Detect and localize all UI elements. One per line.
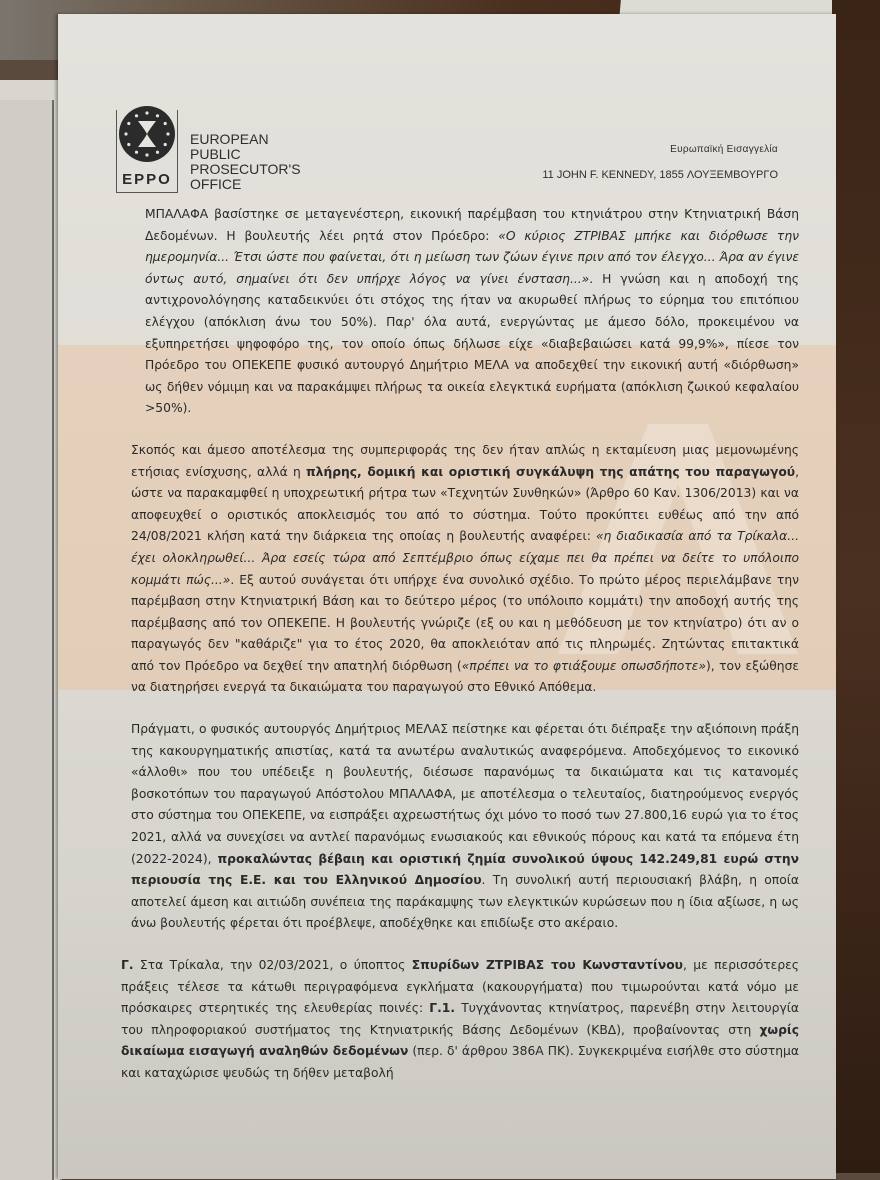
quoted-italic-text: «πρέπει να το φτιάξουμε οπωσδήποτε» [461, 658, 706, 673]
desk-edge [832, 0, 880, 1173]
org-name-line: EUROPEAN [190, 131, 269, 147]
underlying-sheet [0, 100, 54, 1180]
paragraph [131, 440, 799, 699]
bold-text: προκαλώντας βέβαιη και οριστική ζημία συνολικού ύψους 142.249,81 ευρώ στην περιουσία της Ε.Ε. και του Ελληνικού Δημοσίου [131, 851, 799, 888]
text-run: Πράγματι, ο φυσικός αυτουργός Δημήτριος ΜΕΛΑΣ πείστηκε και φέρεται ότι διέπραξε την αξιόποινη πράξη της κακουργηματικής απιστίας, κατά τα ανωτέρω αναλυτικώς αναφερόμενα. Αποδεχόμενος το εικονικό «άλλοθι» που του υπέδειξε η βουλευτής, διέσωσε παρανόμως τα δικαιώματα και τις κατανομές βοσκοτόπων του παραγωγού Απόστολου ΜΠΑΛΑΦΑ, με αποτέλεσμα ο τελευταίος, διατηρούμενος ενεργός στο σύστημα του ΟΠΕΚΕΠΕ, να εισπράξει αχρεωστήτως όχι μόνο το ποσό των 27.800,16 ευρώ για το έτος 2021, αλλά να συνεχίσει να αντλεί παρανόμως ενωσιακούς και εθνικούς πόρους και κατά τα επόμενα έτη (2022-2024), [131, 722, 799, 866]
document-body [121, 204, 800, 1105]
bold-text: Γ.1. [429, 1001, 456, 1016]
text-run: . Η γνώση και η αποδοχή της αντιχρονολόγησης καταδεικνύει ότι στόχος της ήταν να ακυρωθεί πλήρως το εύρημα του επιτόπιου ελέγχου (απόκλιση άνω του 50%). Παρ' όλα αυτά, ενεργώντας με άμεσο δόλο, προκειμένου να εξυπηρετήσει ψηφοφόρο της, τον οποίο όπως δήλωσε είχε «διαβεβαιώσει κατά 99,9%», πίεσε τον Πρόεδρο του ΟΠΕΚΕΠΕ φυσικό αυτουργό Δημήτριο ΜΕΛΑ να αποδεχθεί την εικονική αυτή «διόρθωση» ως δήθεν νόμιμη και να παρακάμψει πλήρως τα οικεία ελεγκτικά ευρήματα (απόκλιση ζωικού κεφαλαίου >50%). [145, 271, 800, 416]
eppo-logo [116, 110, 178, 193]
bold-text: Γ. [121, 958, 134, 972]
quoted-italic-text: «Ο κύριος ΖΤΡΙΒΑΣ μπήκε και διόρθωσε την ημερομηνία... Έτσι ώστε που φαίνεται, ότι η μείωση των ζώων έγινε πριν από τον έλεγχο... Άρα αν έγινε όντως αυτό, σημαίνει ότι δεν υπήρχε λόγος να γίνει ένσταση...» [145, 228, 800, 286]
paragraph [121, 955, 799, 1085]
text-run: . Τη συνολική αυτή περιουσιακή βλάβη, η οποία αποτελεί άμεση και αιτιώδη συνέπεια της παράκαμψης των ελεγκτικών κυρώσεων που η ίδια αξίωσε, η ως άνω βουλευτής φέρεται ότι προέβλεψε, αποδέχθηκε και επιδίωξε στο ακέραιο. [131, 873, 799, 931]
text-run: Σκοπός και άμεσο αποτέλεσμα της συμπεριφοράς της δεν ήταν απλώς η εκταμίευση μιας μεμονωμένης ετήσιας ενίσχυσης, αλλά η [131, 442, 799, 479]
paragraph [131, 204, 799, 420]
eu-stars-emblem-icon [119, 106, 175, 162]
text-run: ), τον εξώθησε να διατηρήσει ενεργά τα δικαιώματα του παραγωγού στο Εθνικό Απόθεμα. [131, 658, 800, 695]
address: 11 JOHN F. KENNEDY, 1855 ΛΟΥΞΕΜΒΟΥΡΓΟ [542, 169, 778, 181]
bold-text: Σπυρίδων ΖΤΡΙΒΑΣ του Κωνσταντίνου [411, 958, 683, 972]
org-name-line: PUBLIC [190, 146, 241, 162]
org-name-line: PROSECUTOR'S [190, 161, 301, 177]
text-run: , με περισσότερες πράξεις τέλεσε τα κάτωθι περιγραφόμενα εγκλήματα (κακουργήματα) που τιμωρούνται κατά νόμο με πρόσκαιρες στερητικές της ελευθερίας ποινές: [121, 958, 800, 1016]
quoted-italic-text: «η διαδικασία από τα Τρίκαλα... έχει ολοκληρωθεί... Άρα εσείς τώρα από Σεπτέμβριο όπως είχαμε πει θα πρέπει να δείτε το υπόλοιπο κομμάτι πώς...» [131, 529, 800, 587]
logo-abbreviation: EPPO [122, 171, 172, 188]
text-run: Στα Τρίκαλα, την 02/03/2021, ο ύποπτος [133, 958, 412, 972]
org-name-greek: Ευρωπαϊκή Εισαγγελία [670, 144, 778, 155]
bold-text: πλήρης, δομική και οριστική συγκάλυψη της απάτης του παραγωγού [305, 464, 796, 479]
text-run: (περ. δ' άρθρου 386Α ΠΚ). Συγκεκριμένα εισήλθε στο σύστημα και καταχώρισε ψευδώς τη δήθεν μεταβολή [121, 1044, 799, 1080]
text-run: ΜΠΑΛΑΦΑ βασίστηκε σε μεταγενέστερη, εικονική παρέμβαση του κτηνιάτρου στην Κτηνιατρική Βάση Δεδομένων. Η βουλευτής λέει ρητά στον Πρόεδρο: [145, 207, 799, 243]
bold-text: χωρίς δικαίωμα εισαγωγή αναληθών δεδομένων [121, 1022, 799, 1059]
text-run: , ώστε να παρακαμφθεί η υποχρεωτική ρήτρα των «Τεχνητών Συνθηκών» (Άρθρο 60 Καν. 1306/2013) και να αποφευχθεί ο οριστικός αποκλεισμός του από το σύστημα. Τούτο προκύπτει ευθέως από την από 24/08/2021 κλήση κατά την διάρκεια της οποίας η βουλευτής αναφέρει: [131, 464, 799, 544]
document-page [58, 14, 836, 1179]
org-name-line: OFFICE [190, 176, 242, 192]
text-run: . Εξ αυτού συνάγεται ότι υπήρχε ένα συνολικό σχέδιο. Το πρώτο μέρος περιελάμβανε την παρέμβαση στην Κτηνιατρική Βάση και το δεύτερο μέρος (το υπόλοιπο κομμάτι) την αποδοχή αυτής της παρέμβασης από τον ΟΠΕΚΕΠΕ. Η βουλευτής γνώριζε (εξ ου και η μεθόδευση με τον κτηνίατρο) ότι αν ο παραγωγός δεν "καθάριζε" για το έτος 2020, θα αποκλειόταν από τις πληρωμές. Ζητώντας επιτακτικά από τον Πρόεδρο να δεχθεί την απατηλή διόρθωση ( [131, 572, 799, 673]
organization-name [190, 132, 301, 192]
text-run: Τυγχάνοντας κτηνίατρος, παρενέβη στην λειτουργία του πληροφοριακού συστήματος της Κτηνιατρικής Βάσης Δεδομένων (ΚΒΔ), προβαίνοντας στη [121, 1001, 799, 1037]
paragraph [131, 719, 799, 935]
